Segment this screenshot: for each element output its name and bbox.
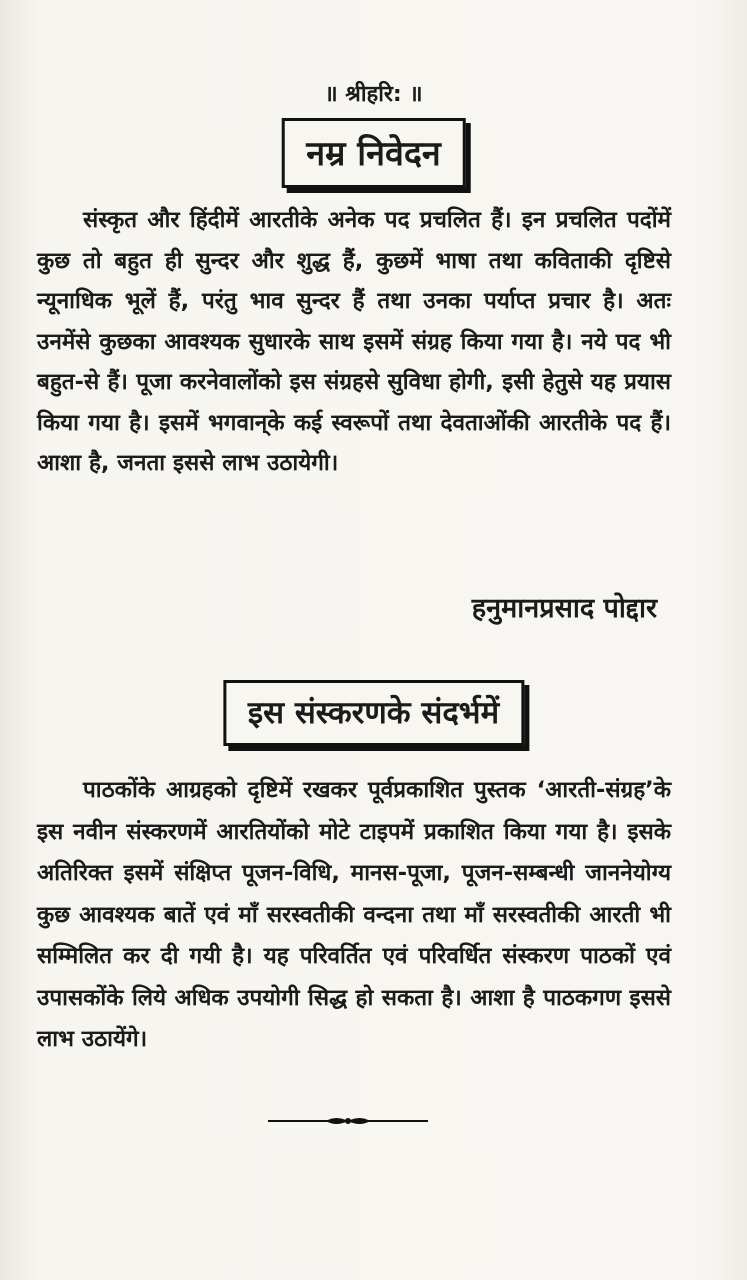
humble-request-paragraph [37,200,671,484]
section-title-humble-request: नम्र निवेदन [281,118,466,188]
section-title-edition-context: इस संस्करणके संदर्भमें [223,680,524,746]
divider-ornament-icon [268,1114,428,1128]
edition-context-text: पाठकोंके आग्रहको दृष्टिमें रखकर पूर्वप्रकाशित पुस्तक ‘आरती-संग्रह’के इस नवीन संस्करणमें आरतियोंको मोटे टाइपमें प्रकाशित किया गया है। इसके अतिरिक्त इसमें संक्षिप्त पूजन-विधि, मानस-पूजा, पूजन-सम्बन्धी जाननेयोग्य कुछ आवश्यक बातें एवं माँ सरस्वतीकी वन्दना तथा माँ सरस्वतीकी आरती भी सम्मिलित कर दी गयी है। यह परिवर्तित एवं परिवर्धित संस्करण पाठकों एवं उपासकोंके लिये अधिक उपयोगी सिद्ध हो सकता है। आशा है पाठकगण इससे लाभ उठायेंगे। [37,777,671,1052]
edition-context-paragraph [37,770,671,1061]
humble-request-text: संस्कृत और हिंदीमें आरतीके अनेक पद प्रचलित हैं। इन प्रचलित पदोंमें कुछ तो बहुत ही सुन्दर और शुद्ध हैं, कुछमें भाषा तथा कविताकी दृष्टिसे न्यूनाधिक भूलें हैं, परंतु भाव सुन्दर हैं तथा उनका पर्याप्त प्रचार है। अतः उनमेंसे कुछका आवश्यक सुधारके साथ इसमें संग्रह किया गया है। नये पद भी बहुत-से हैं। पूजा करनेवालोंको इस संग्रहसे सुविधा होगी, इसी हेतुसे यह प्रयास किया गया है। इसमें भगवान्‌के कई स्वरूपों तथा देवताओंकी आरतीके पद हैं। आशा है, जनता इससे लाभ उठायेगी। [37,207,671,476]
invocation-header: ॥ श्रीहरि: ॥ [324,82,423,107]
author-signature: हनुमानप्रसाद पोद्दार [471,593,657,624]
